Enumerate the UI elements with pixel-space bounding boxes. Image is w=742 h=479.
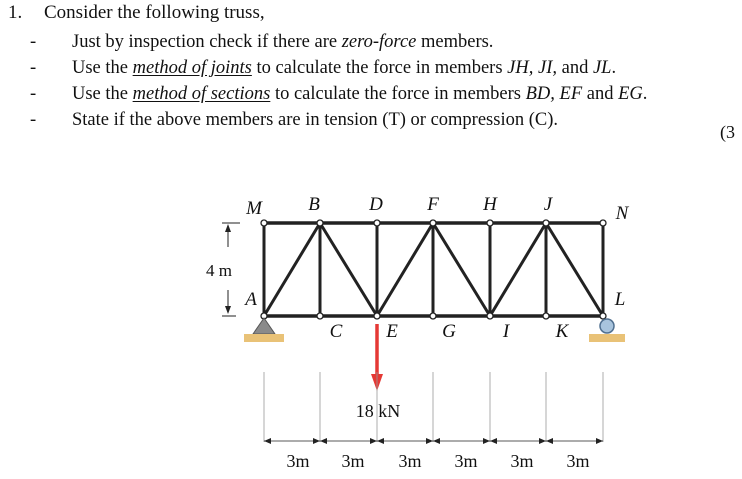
span-arrow-left xyxy=(320,438,327,444)
span-arrow-left xyxy=(433,438,440,444)
diagonal-member xyxy=(377,223,433,316)
height-label: 4 m xyxy=(206,261,232,280)
joint-L xyxy=(600,313,606,319)
span-arrow-right xyxy=(539,438,546,444)
task-text-part: . xyxy=(642,84,648,104)
question-number: 1. xyxy=(8,2,23,23)
task-text-part: JH, JI, xyxy=(507,58,557,78)
joint-label-N: N xyxy=(615,203,629,224)
joint-label-D: D xyxy=(369,194,383,215)
joint-label-B: B xyxy=(308,194,320,215)
question-intro: Consider the following truss, xyxy=(44,2,265,23)
joint-label-G: G xyxy=(442,321,456,342)
bullet-dash: - xyxy=(30,110,37,130)
span-arrow-right xyxy=(426,438,433,444)
task-text-part: Use the xyxy=(72,84,133,104)
joint-C xyxy=(317,313,323,319)
support-base-A xyxy=(244,334,284,342)
span-arrow-left xyxy=(377,438,384,444)
height-arrow-down xyxy=(225,306,231,314)
task-text-part: to calculate the force in members xyxy=(270,84,526,104)
task-text-part: to calculate the force in members xyxy=(251,58,508,78)
joint-D xyxy=(374,220,380,226)
task-text-part: Use the xyxy=(72,58,133,78)
span-arrow-right xyxy=(596,438,603,444)
joint-H xyxy=(487,220,493,226)
load-label: 18 kN xyxy=(355,401,401,421)
span-label: 3m xyxy=(341,451,365,471)
joint-J xyxy=(543,220,549,226)
bullet-dash: - xyxy=(30,84,37,104)
roller-support-L xyxy=(600,319,614,333)
diagonal-member xyxy=(490,223,546,316)
joint-K xyxy=(543,313,549,319)
task-text-part: EG xyxy=(618,84,643,104)
joint-label-K: K xyxy=(555,321,569,342)
span-arrow-right xyxy=(313,438,320,444)
task-text-part: Just by inspection check if there are xyxy=(72,32,342,52)
span-arrow-left xyxy=(546,438,553,444)
task-text-part: . xyxy=(611,58,617,78)
task-text-part: method of sections xyxy=(132,84,271,104)
span-arrow-left xyxy=(490,438,497,444)
bullet-dash: - xyxy=(30,58,37,78)
span-label: 3m xyxy=(566,451,590,471)
span-label: 3m xyxy=(286,451,310,471)
span-label: 3m xyxy=(454,451,478,471)
pin-support-A xyxy=(253,318,275,334)
joint-label-F: F xyxy=(427,194,439,215)
joint-label-H: H xyxy=(483,194,497,215)
joint-label-J: J xyxy=(543,194,553,215)
joint-label-M: M xyxy=(246,198,262,219)
task-text-part: BD, EF xyxy=(525,84,583,104)
task-text-part: and xyxy=(556,58,593,78)
joint-M xyxy=(261,220,267,226)
joint-label-I: I xyxy=(502,321,510,342)
bullet-dash: - xyxy=(30,32,37,52)
joint-B xyxy=(317,220,323,226)
joint-label-L: L xyxy=(614,289,626,310)
span-arrow-right xyxy=(483,438,490,444)
task-text-part: JL xyxy=(592,58,612,78)
diagonal-member xyxy=(264,223,320,316)
diagonal-member xyxy=(433,223,490,316)
joint-E xyxy=(374,313,380,319)
task-text-part: method of joints xyxy=(132,58,252,78)
diagonal-member xyxy=(546,223,603,316)
task-text-part: zero-force xyxy=(341,32,417,52)
task-text-part: and xyxy=(582,84,619,104)
joint-I xyxy=(487,313,493,319)
joint-label-C: C xyxy=(329,321,343,342)
joint-G xyxy=(430,313,436,319)
span-arrow-left xyxy=(264,438,271,444)
joint-N xyxy=(600,220,606,226)
height-arrow-up xyxy=(225,224,231,232)
span-arrow-right xyxy=(370,438,377,444)
span-label: 3m xyxy=(510,451,534,471)
task-text-part: State if the above members are in tension (T) or compression (C). xyxy=(72,110,558,130)
marks-fragment: (3 xyxy=(720,122,735,142)
task-text-part: members. xyxy=(416,32,494,52)
diagonal-member xyxy=(320,223,377,316)
support-base-L xyxy=(589,334,625,342)
span-label: 3m xyxy=(398,451,422,471)
joint-F xyxy=(430,220,436,226)
joint-label-E: E xyxy=(386,321,398,342)
joint-label-A: A xyxy=(245,289,257,310)
